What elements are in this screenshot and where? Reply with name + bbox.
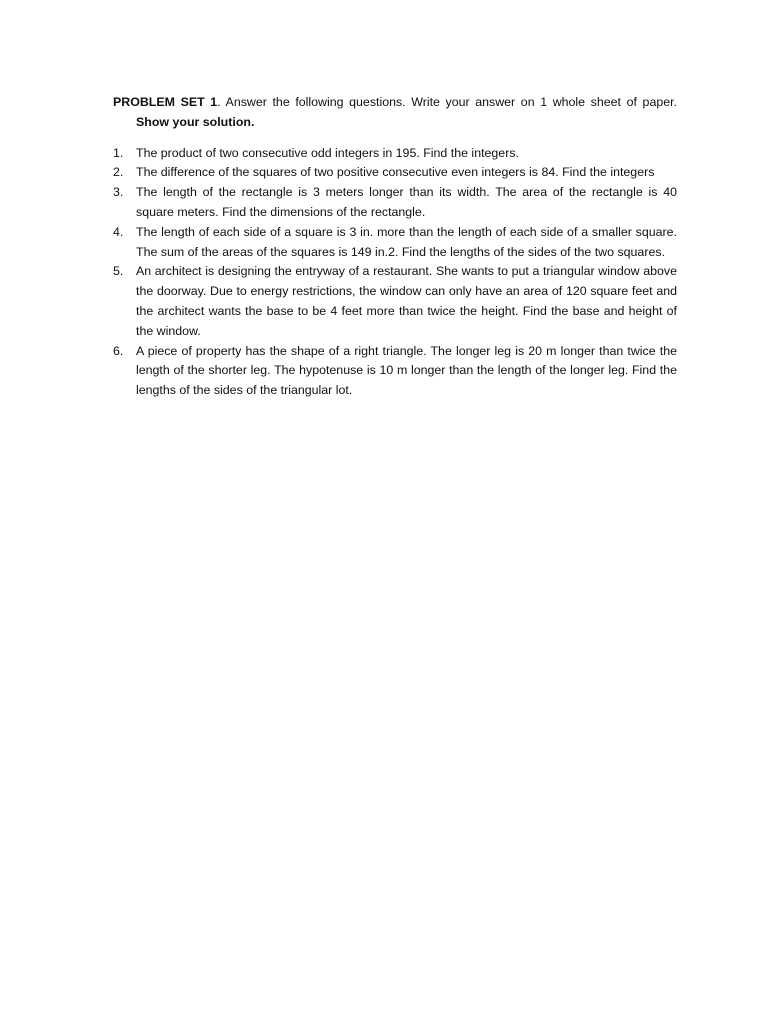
problem-text: An architect is designing the entryway of a restaurant. She wants to put a triangular window above the doorway. Due to energy restrictions, the window can only have an area of 120 square feet and the architect wants the base to be 4 feet more than twice the height. Find the base and height of the window. [136, 264, 677, 338]
problem-number: 3. [113, 185, 124, 200]
problem-number: 6. [113, 343, 124, 358]
instruction-emphasis: Show your solution. [136, 114, 255, 129]
problem-item [113, 183, 677, 223]
problem-item [113, 262, 677, 341]
problem-item [113, 223, 677, 263]
problem-text: The length of the rectangle is 3 meters longer than its width. The area of the rectangle is 40 square meters. Find the dimensions of the rectangle. [136, 185, 677, 219]
problem-item [113, 163, 677, 183]
problem-number: 5. [113, 264, 124, 279]
problem-item [113, 144, 677, 164]
problem-list [113, 144, 677, 401]
problem-text: The length of each side of a square is 3 in. more than the length of each side of a smaller square. The sum of the areas of the squares is 149 in.2. Find the lengths of the sides of the two squares. [136, 224, 677, 259]
problem-item [113, 342, 677, 401]
problem-text: The product of two consecutive odd integers in 195. Find the integers. [136, 145, 519, 160]
problem-set-label: PROBLEM SET 1 [113, 95, 218, 109]
problem-text: A piece of property has the shape of a right triangle. The longer leg is 20 m longer than twice the length of the shorter leg. The hypotenuse is 10 m longer than the length of the longer leg. Find the lengths of the sides of the triangular lot. [136, 343, 677, 398]
problem-set-label-suffix: . [217, 95, 221, 109]
instruction-text: Answer the following questions. Write your answer on 1 whole sheet of paper. [220, 95, 677, 109]
problem-number: 4. [113, 224, 124, 239]
problem-text: The difference of the squares of two positive consecutive even integers is 84. Find the integers [136, 165, 655, 180]
problem-number: 2. [113, 165, 124, 180]
problem-number: 1. [113, 145, 124, 160]
document-page [113, 93, 677, 401]
problem-set-heading [113, 93, 677, 133]
